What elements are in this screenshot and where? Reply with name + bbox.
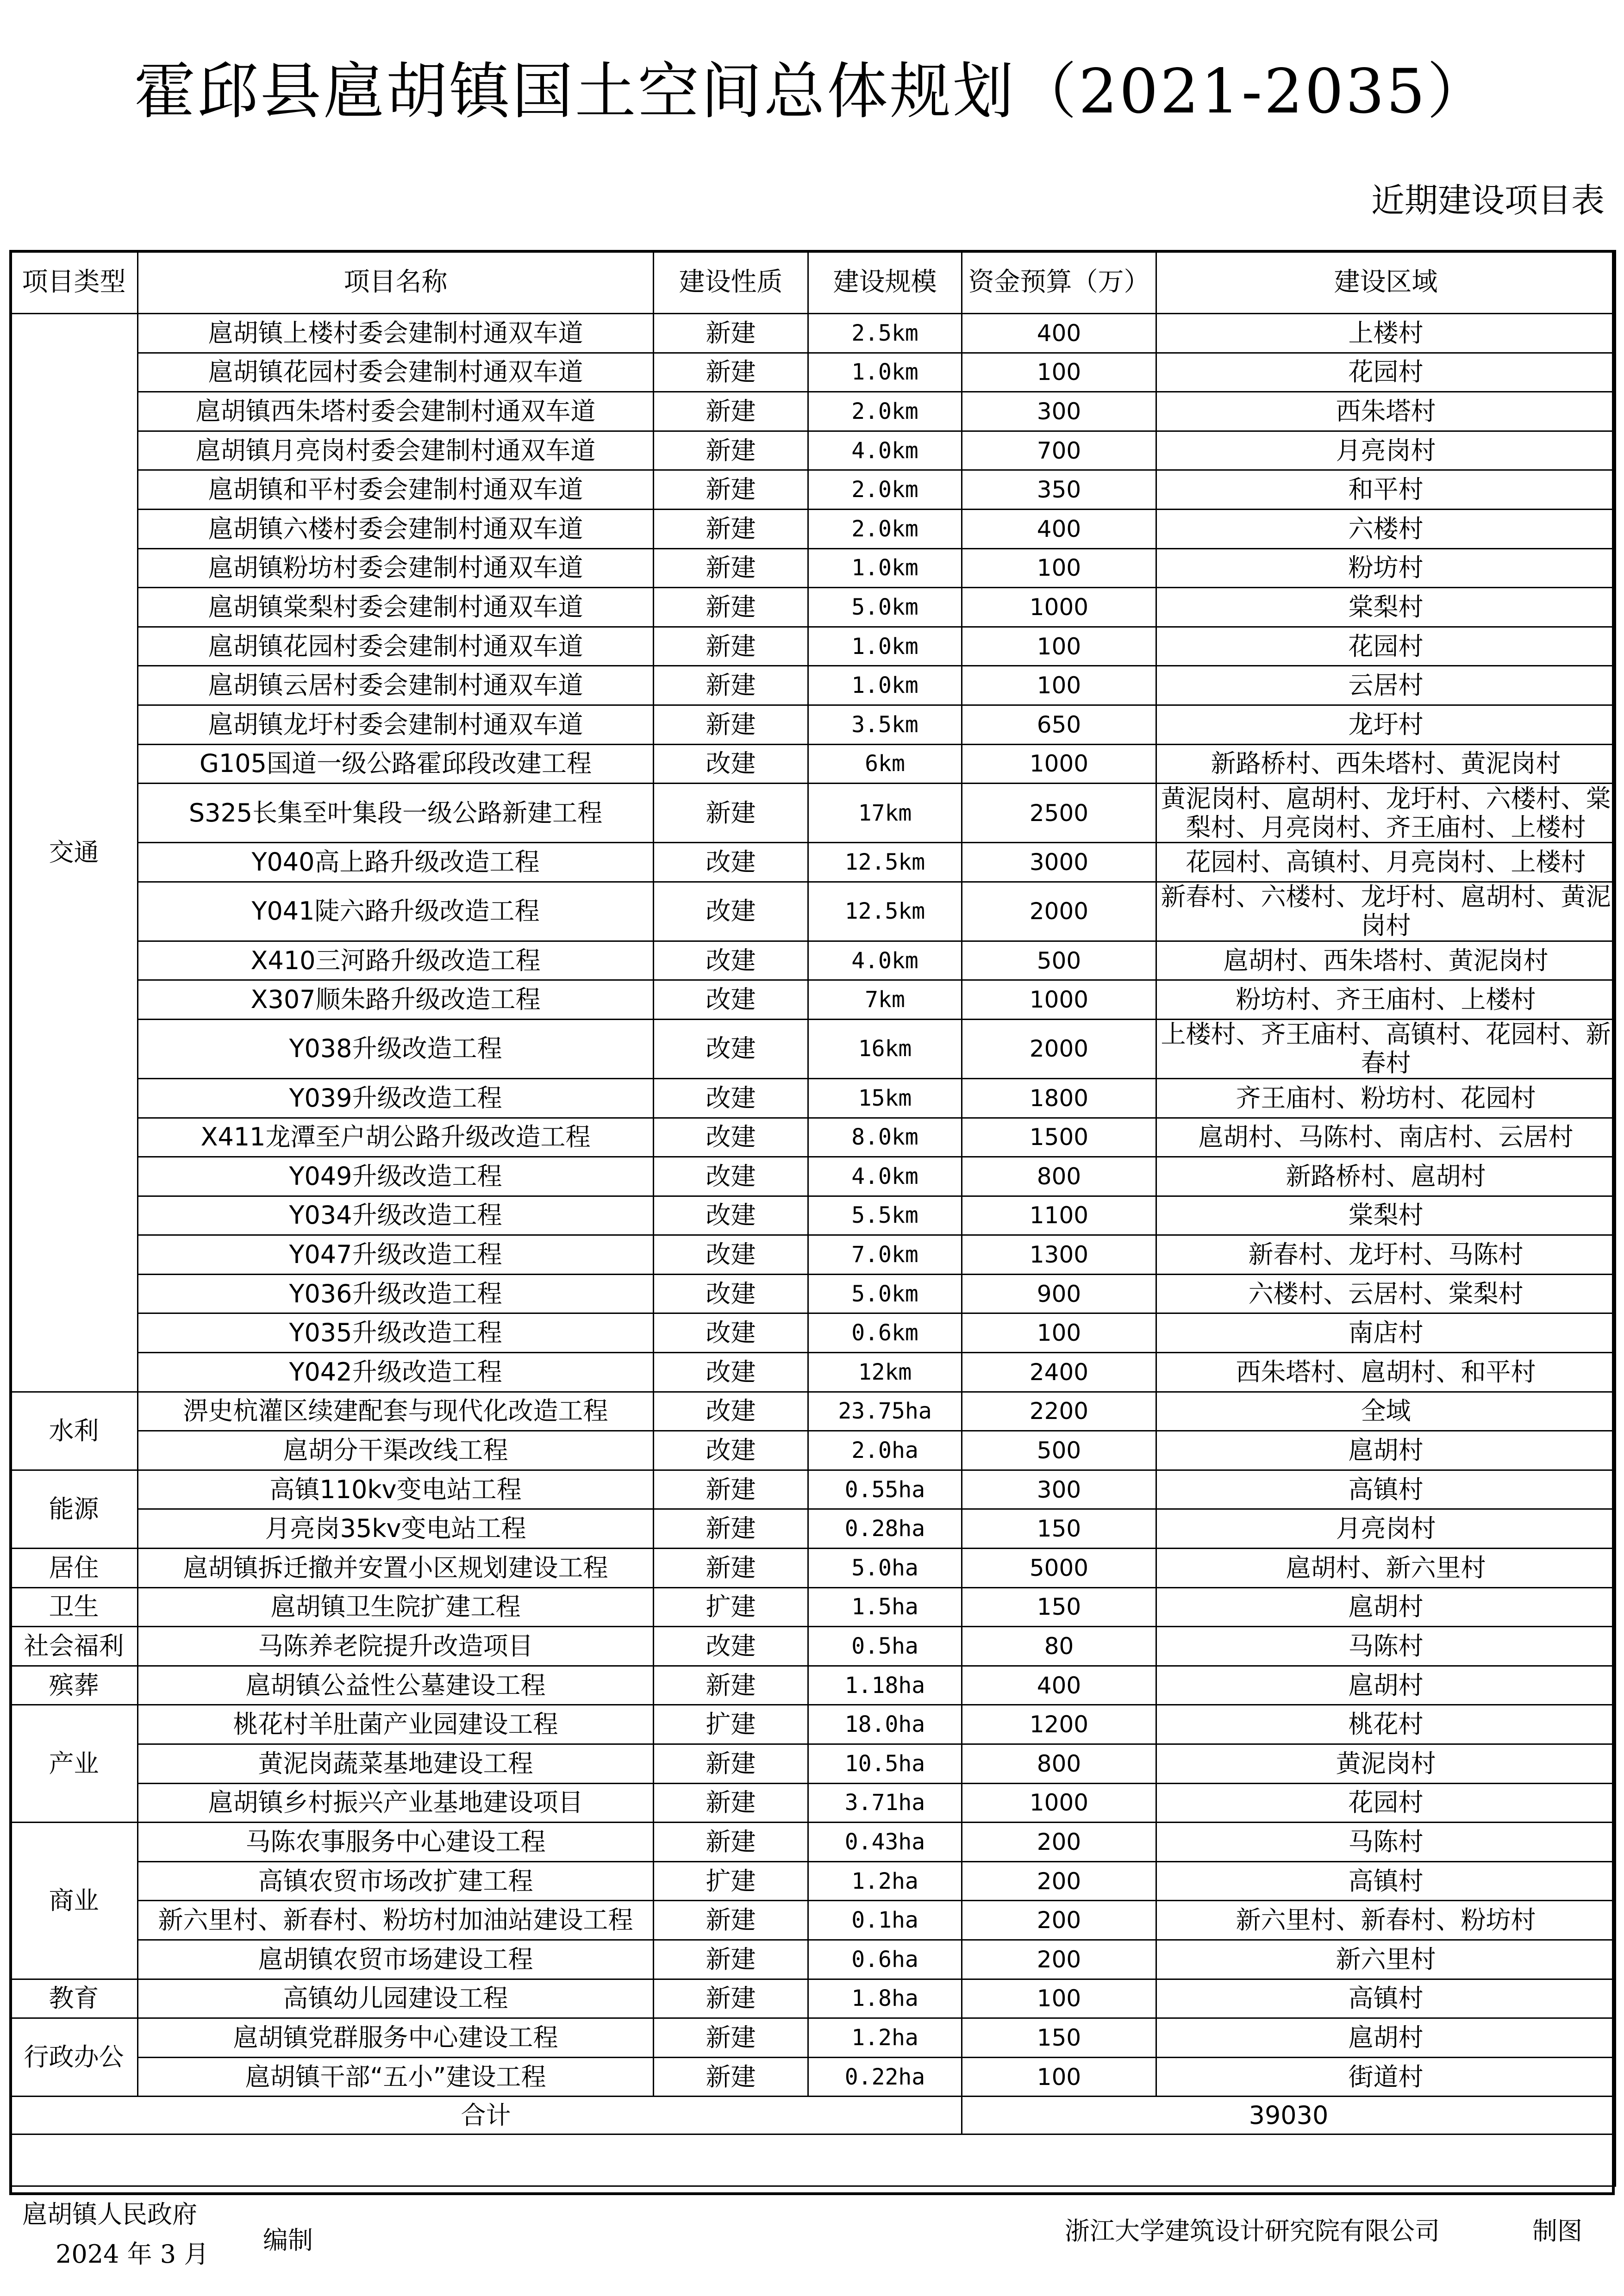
project-name-cell: 扈胡分干渠改线工程: [138, 1431, 654, 1470]
area-cell: 棠梨村: [1156, 1196, 1616, 1235]
total-label: 合计: [10, 2097, 962, 2134]
area-cell: 新六里村、新春村、粉坊村: [1156, 1901, 1616, 1940]
table-row: [10, 1078, 1616, 1118]
scale-cell: 12km: [808, 1353, 962, 1392]
scale-cell: 1.0km: [808, 627, 962, 666]
table-row: [10, 1705, 1616, 1744]
table-row: [10, 1019, 1616, 1078]
nature-cell: 新建: [654, 1901, 808, 1940]
budget-cell: 2200: [962, 1392, 1156, 1431]
header-area: 建设区域: [1156, 251, 1616, 314]
category-cell: 居住: [10, 1549, 138, 1588]
table-row: [10, 1783, 1616, 1823]
area-cell: 粉坊村、齐王庙村、上楼村: [1156, 980, 1616, 1020]
area-cell: 花园村: [1156, 1783, 1616, 1823]
area-cell: 齐王庙村、粉坊村、花园村: [1156, 1078, 1616, 1118]
area-cell: 高镇村: [1156, 1861, 1616, 1901]
header-name: 项目名称: [138, 251, 654, 314]
footer-government: 扈胡镇人民政府: [22, 2200, 197, 2229]
scale-cell: 7km: [808, 980, 962, 1020]
area-cell: 粉坊村: [1156, 548, 1616, 588]
budget-cell: 1100: [962, 1196, 1156, 1235]
area-cell: 扈胡村: [1156, 1431, 1616, 1470]
category-cell: 社会福利: [10, 1627, 138, 1666]
area-cell: 西朱塔村: [1156, 392, 1616, 431]
table-row: [10, 1431, 1616, 1470]
table-row: [10, 1353, 1616, 1392]
scale-cell: 0.1ha: [808, 1901, 962, 1940]
project-name-cell: 桃花村羊肚菌产业园建设工程: [138, 1705, 654, 1744]
nature-cell: 改建: [654, 744, 808, 784]
project-name-cell: 扈胡镇月亮岗村委会建制村通双车道: [138, 431, 654, 470]
budget-cell: 500: [962, 1431, 1156, 1470]
nature-cell: 新建: [654, 705, 808, 744]
table-row: [10, 1196, 1616, 1235]
scale-cell: 5.0km: [808, 588, 962, 627]
project-name-cell: G105国道一级公路霍邱段改建工程: [138, 744, 654, 784]
nature-cell: 改建: [654, 1353, 808, 1392]
table-row: [10, 2057, 1616, 2097]
page-title: 霍邱县扈胡镇国土空间总体规划（2021-2035）: [134, 56, 1490, 127]
nature-cell: 新建: [654, 1509, 808, 1549]
nature-cell: 新建: [654, 392, 808, 431]
nature-cell: 改建: [654, 980, 808, 1020]
area-cell: 新春村、六楼村、龙圩村、扈胡村、黄泥岗村: [1156, 882, 1616, 941]
scale-cell: 2.0km: [808, 470, 962, 510]
table-row: [10, 666, 1616, 705]
budget-cell: 1800: [962, 1078, 1156, 1118]
project-name-cell: 马陈养老院提升改造项目: [138, 1627, 654, 1666]
area-cell: 扈胡村: [1156, 1666, 1616, 1705]
budget-cell: 150: [962, 2018, 1156, 2058]
budget-cell: 300: [962, 1470, 1156, 1509]
budget-cell: 150: [962, 1587, 1156, 1627]
nature-cell: 新建: [654, 1470, 808, 1509]
area-cell: 扈胡村: [1156, 2018, 1616, 2058]
nature-cell: 改建: [654, 1431, 808, 1470]
area-cell: 新春村、龙圩村、马陈村: [1156, 1235, 1616, 1275]
budget-cell: 200: [962, 1940, 1156, 1979]
budget-cell: 400: [962, 509, 1156, 548]
area-cell: 和平村: [1156, 470, 1616, 510]
area-cell: 上楼村、齐王庙村、高镇村、花园村、新春村: [1156, 1019, 1616, 1078]
table-row: [10, 1118, 1616, 1157]
budget-cell: 100: [962, 548, 1156, 588]
scale-cell: 6km: [808, 744, 962, 784]
scale-cell: 4.0km: [808, 941, 962, 980]
scale-cell: 5.5km: [808, 1196, 962, 1235]
area-cell: 西朱塔村、扈胡村、和平村: [1156, 1353, 1616, 1392]
table-row: [10, 392, 1616, 431]
budget-cell: 100: [962, 666, 1156, 705]
header-nature: 建设性质: [654, 251, 808, 314]
table-row: [10, 1509, 1616, 1549]
nature-cell: 改建: [654, 1274, 808, 1313]
nature-cell: 新建: [654, 784, 808, 843]
scale-cell: 0.43ha: [808, 1823, 962, 1862]
nature-cell: 新建: [654, 666, 808, 705]
budget-cell: 800: [962, 1157, 1156, 1196]
footer-edited: 编制: [263, 2226, 313, 2255]
project-table: [9, 250, 1616, 2187]
nature-cell: 新建: [654, 509, 808, 548]
header-category: 项目类型: [10, 251, 138, 314]
project-name-cell: Y041陡六路升级改造工程: [138, 882, 654, 941]
table-subtitle: 近期建设项目表: [1371, 181, 1605, 220]
table-header-row: [10, 251, 1616, 314]
blank-row: [10, 2134, 1616, 2186]
area-cell: 高镇村: [1156, 1979, 1616, 2018]
budget-cell: 100: [962, 2057, 1156, 2097]
table-row: [10, 548, 1616, 588]
table-row: [10, 1823, 1616, 1862]
area-cell: 高镇村: [1156, 1470, 1616, 1509]
budget-cell: 400: [962, 314, 1156, 353]
table-row: [10, 588, 1616, 627]
scale-cell: 4.0km: [808, 1157, 962, 1196]
project-name-cell: 扈胡镇卫生院扩建工程: [138, 1587, 654, 1627]
project-name-cell: 扈胡镇六楼村委会建制村通双车道: [138, 509, 654, 548]
budget-cell: 2000: [962, 882, 1156, 941]
nature-cell: 改建: [654, 882, 808, 941]
scale-cell: 1.0km: [808, 353, 962, 392]
scale-cell: 18.0ha: [808, 1705, 962, 1744]
project-name-cell: Y049升级改造工程: [138, 1157, 654, 1196]
nature-cell: 新建: [654, 1666, 808, 1705]
project-name-cell: 扈胡镇花园村委会建制村通双车道: [138, 627, 654, 666]
total-value: 39030: [962, 2097, 1616, 2134]
area-cell: 扈胡村: [1156, 1587, 1616, 1627]
project-name-cell: 扈胡镇棠梨村委会建制村通双车道: [138, 588, 654, 627]
budget-cell: 200: [962, 1901, 1156, 1940]
project-name-cell: 黄泥岗蔬菜基地建设工程: [138, 1744, 654, 1784]
project-name-cell: S325长集至叶集段一级公路新建工程: [138, 784, 654, 843]
area-cell: 新六里村: [1156, 1940, 1616, 1979]
budget-cell: 1200: [962, 1705, 1156, 1744]
scale-cell: 12.5km: [808, 882, 962, 941]
category-cell: 行政办公: [10, 2018, 138, 2097]
area-cell: 马陈村: [1156, 1627, 1616, 1666]
project-name-cell: 淠史杭灌区续建配套与现代化改造工程: [138, 1392, 654, 1431]
budget-cell: 1000: [962, 1783, 1156, 1823]
project-name-cell: 扈胡镇农贸市场建设工程: [138, 1940, 654, 1979]
scale-cell: 1.0km: [808, 666, 962, 705]
project-name-cell: Y042升级改造工程: [138, 1353, 654, 1392]
area-cell: 云居村: [1156, 666, 1616, 705]
table-row: [10, 1549, 1616, 1588]
nature-cell: 新建: [654, 1783, 808, 1823]
nature-cell: 新建: [654, 1979, 808, 2018]
area-cell: 龙圩村: [1156, 705, 1616, 744]
budget-cell: 1000: [962, 588, 1156, 627]
nature-cell: 扩建: [654, 1705, 808, 1744]
scale-cell: 16km: [808, 1019, 962, 1078]
category-cell: 殡葬: [10, 1666, 138, 1705]
table-row: [10, 1587, 1616, 1627]
nature-cell: 新建: [654, 627, 808, 666]
area-cell: 黄泥岗村: [1156, 1744, 1616, 1784]
table-row: [10, 1235, 1616, 1275]
budget-cell: 1000: [962, 744, 1156, 784]
scale-cell: 1.2ha: [808, 2018, 962, 2058]
table-row: [10, 843, 1616, 882]
nature-cell: 改建: [654, 941, 808, 980]
table-row: [10, 353, 1616, 392]
area-cell: 马陈村: [1156, 1823, 1616, 1862]
budget-cell: 2400: [962, 1353, 1156, 1392]
area-cell: 扈胡村、马陈村、南店村、云居村: [1156, 1118, 1616, 1157]
area-cell: 全域: [1156, 1392, 1616, 1431]
scale-cell: 3.71ha: [808, 1783, 962, 1823]
project-name-cell: 马陈农事服务中心建设工程: [138, 1823, 654, 1862]
header-scale: 建设规模: [808, 251, 962, 314]
scale-cell: 3.5km: [808, 705, 962, 744]
table-row: [10, 1744, 1616, 1784]
scale-cell: 1.5ha: [808, 1587, 962, 1627]
scale-cell: 1.2ha: [808, 1861, 962, 1901]
area-cell: 花园村、高镇村、月亮岗村、上楼村: [1156, 843, 1616, 882]
area-cell: 花园村: [1156, 353, 1616, 392]
scale-cell: 15km: [808, 1078, 962, 1118]
category-cell: 卫生: [10, 1587, 138, 1627]
nature-cell: 新建: [654, 431, 808, 470]
area-cell: 月亮岗村: [1156, 431, 1616, 470]
scale-cell: 10.5ha: [808, 1744, 962, 1784]
budget-cell: 1000: [962, 980, 1156, 1020]
budget-cell: 800: [962, 1744, 1156, 1784]
area-cell: 六楼村、云居村、棠梨村: [1156, 1274, 1616, 1313]
table-row: [10, 744, 1616, 784]
scale-cell: 7.0km: [808, 1235, 962, 1275]
scale-cell: 17km: [808, 784, 962, 843]
budget-cell: 100: [962, 1313, 1156, 1353]
nature-cell: 扩建: [654, 1861, 808, 1901]
table-row: [10, 1274, 1616, 1313]
project-name-cell: 扈胡镇龙圩村委会建制村通双车道: [138, 705, 654, 744]
project-name-cell: 扈胡镇上楼村委会建制村通双车道: [138, 314, 654, 353]
nature-cell: 新建: [654, 588, 808, 627]
project-name-cell: 扈胡镇干部“五小”建设工程: [138, 2057, 654, 2097]
budget-cell: 5000: [962, 1549, 1156, 1588]
category-cell: 水利: [10, 1392, 138, 1470]
table-row: [10, 1940, 1616, 1979]
footer-institute: 浙江大学建筑设计研究院有限公司: [1065, 2216, 1440, 2246]
area-cell: 新路桥村、西朱塔村、黄泥岗村: [1156, 744, 1616, 784]
nature-cell: 改建: [654, 1078, 808, 1118]
scale-cell: 0.6ha: [808, 1940, 962, 1979]
project-name-cell: 扈胡镇西朱塔村委会建制村通双车道: [138, 392, 654, 431]
budget-cell: 200: [962, 1823, 1156, 1862]
table-row: [10, 1627, 1616, 1666]
table-row: [10, 314, 1616, 353]
table-row: [10, 1861, 1616, 1901]
scale-cell: 0.55ha: [808, 1470, 962, 1509]
scale-cell: 2.0km: [808, 392, 962, 431]
scale-cell: 12.5km: [808, 843, 962, 882]
project-name-cell: X307顺朱路升级改造工程: [138, 980, 654, 1020]
scale-cell: 5.0ha: [808, 1549, 962, 1588]
header-budget: 资金预算（万）: [962, 251, 1156, 314]
nature-cell: 新建: [654, 1549, 808, 1588]
table-row: [10, 2018, 1616, 2058]
table-row: [10, 1313, 1616, 1353]
budget-cell: 80: [962, 1627, 1156, 1666]
table-row: [10, 882, 1616, 941]
project-name-cell: Y035升级改造工程: [138, 1313, 654, 1353]
budget-cell: 300: [962, 392, 1156, 431]
table-row: [10, 1979, 1616, 2018]
scale-cell: 1.8ha: [808, 1979, 962, 2018]
project-name-cell: 扈胡镇粉坊村委会建制村通双车道: [138, 548, 654, 588]
table-row: [10, 705, 1616, 744]
budget-cell: 650: [962, 705, 1156, 744]
budget-cell: 200: [962, 1861, 1156, 1901]
table-row: [10, 1392, 1616, 1431]
project-name-cell: Y034升级改造工程: [138, 1196, 654, 1235]
area-cell: 桃花村: [1156, 1705, 1616, 1744]
project-name-cell: 新六里村、新春村、粉坊村加油站建设工程: [138, 1901, 654, 1940]
nature-cell: 改建: [654, 1157, 808, 1196]
project-name-cell: Y040高上路升级改造工程: [138, 843, 654, 882]
scale-cell: 0.6km: [808, 1313, 962, 1353]
project-name-cell: 高镇农贸市场改扩建工程: [138, 1861, 654, 1901]
project-name-cell: 扈胡镇花园村委会建制村通双车道: [138, 353, 654, 392]
project-name-cell: 月亮岗35kv变电站工程: [138, 1509, 654, 1549]
area-cell: 花园村: [1156, 627, 1616, 666]
scale-cell: 0.5ha: [808, 1627, 962, 1666]
budget-cell: 700: [962, 431, 1156, 470]
budget-cell: 100: [962, 627, 1156, 666]
project-name-cell: 扈胡镇拆迁撤并安置小区规划建设工程: [138, 1549, 654, 1588]
table-row: [10, 627, 1616, 666]
project-name-cell: 高镇幼儿园建设工程: [138, 1979, 654, 2018]
category-cell: 产业: [10, 1705, 138, 1823]
area-cell: 街道村: [1156, 2057, 1616, 2097]
nature-cell: 改建: [654, 843, 808, 882]
scale-cell: 23.75ha: [808, 1392, 962, 1431]
scale-cell: 8.0km: [808, 1118, 962, 1157]
scale-cell: 0.22ha: [808, 2057, 962, 2097]
area-cell: 新路桥村、扈胡村: [1156, 1157, 1616, 1196]
budget-cell: 350: [962, 470, 1156, 510]
nature-cell: 新建: [654, 2018, 808, 2058]
nature-cell: 新建: [654, 1940, 808, 1979]
table-row: [10, 1666, 1616, 1705]
budget-cell: 100: [962, 353, 1156, 392]
budget-cell: 150: [962, 1509, 1156, 1549]
nature-cell: 改建: [654, 1627, 808, 1666]
area-cell: 黄泥岗村、扈胡村、龙圩村、六楼村、棠梨村、月亮岗村、齐王庙村、上楼村: [1156, 784, 1616, 843]
project-name-cell: Y036升级改造工程: [138, 1274, 654, 1313]
nature-cell: 新建: [654, 2057, 808, 2097]
area-cell: 月亮岗村: [1156, 1509, 1616, 1549]
project-name-cell: X411龙潭至户胡公路升级改造工程: [138, 1118, 654, 1157]
table-row: [10, 941, 1616, 980]
nature-cell: 新建: [654, 548, 808, 588]
budget-cell: 400: [962, 1666, 1156, 1705]
project-name-cell: 扈胡镇乡村振兴产业基地建设项目: [138, 1783, 654, 1823]
area-cell: 扈胡村、新六里村: [1156, 1549, 1616, 1588]
scale-cell: 2.5km: [808, 314, 962, 353]
scale-cell: 1.18ha: [808, 1666, 962, 1705]
category-cell: 能源: [10, 1470, 138, 1548]
project-name-cell: X410三河路升级改造工程: [138, 941, 654, 980]
scale-cell: 2.0km: [808, 509, 962, 548]
budget-cell: 1500: [962, 1118, 1156, 1157]
nature-cell: 改建: [654, 1196, 808, 1235]
project-name-cell: Y038升级改造工程: [138, 1019, 654, 1078]
budget-cell: 3000: [962, 843, 1156, 882]
area-cell: 六楼村: [1156, 509, 1616, 548]
table-row: [10, 784, 1616, 843]
nature-cell: 扩建: [654, 1587, 808, 1627]
scale-cell: 1.0km: [808, 548, 962, 588]
area-cell: 棠梨村: [1156, 588, 1616, 627]
budget-cell: 900: [962, 1274, 1156, 1313]
budget-cell: 500: [962, 941, 1156, 980]
scale-cell: 0.28ha: [808, 1509, 962, 1549]
nature-cell: 新建: [654, 353, 808, 392]
budget-cell: 100: [962, 1979, 1156, 2018]
table-row: [10, 980, 1616, 1020]
project-name-cell: 扈胡镇和平村委会建制村通双车道: [138, 470, 654, 510]
nature-cell: 改建: [654, 1118, 808, 1157]
total-row: [10, 2097, 1616, 2134]
nature-cell: 改建: [654, 1392, 808, 1431]
table-row: [10, 509, 1616, 548]
budget-cell: 2000: [962, 1019, 1156, 1078]
project-name-cell: 扈胡镇云居村委会建制村通双车道: [138, 666, 654, 705]
scale-cell: 5.0km: [808, 1274, 962, 1313]
nature-cell: 新建: [654, 1823, 808, 1862]
nature-cell: 改建: [654, 1235, 808, 1275]
budget-cell: 2500: [962, 784, 1156, 843]
footer-date: 2024 年 3 月: [56, 2240, 209, 2269]
category-cell: 交通: [10, 314, 138, 1392]
scale-cell: 4.0km: [808, 431, 962, 470]
table-row: [10, 431, 1616, 470]
nature-cell: 新建: [654, 1744, 808, 1784]
project-name-cell: 高镇110kv变电站工程: [138, 1470, 654, 1509]
nature-cell: 改建: [654, 1019, 808, 1078]
project-name-cell: 扈胡镇党群服务中心建设工程: [138, 2018, 654, 2058]
table-row: [10, 470, 1616, 510]
nature-cell: 新建: [654, 314, 808, 353]
nature-cell: 改建: [654, 1313, 808, 1353]
nature-cell: 新建: [654, 470, 808, 510]
table-row: [10, 1470, 1616, 1509]
area-cell: 上楼村: [1156, 314, 1616, 353]
project-name-cell: Y047升级改造工程: [138, 1235, 654, 1275]
category-cell: 商业: [10, 1823, 138, 1979]
category-cell: 教育: [10, 1979, 138, 2018]
budget-cell: 1300: [962, 1235, 1156, 1275]
project-name-cell: 扈胡镇公益性公墓建设工程: [138, 1666, 654, 1705]
project-name-cell: Y039升级改造工程: [138, 1078, 654, 1118]
scale-cell: 2.0ha: [808, 1431, 962, 1470]
blank-cell: [10, 2134, 1616, 2186]
table-row: [10, 1901, 1616, 1940]
area-cell: 扈胡村、西朱塔村、黄泥岗村: [1156, 941, 1616, 980]
footer-made: 制图: [1532, 2216, 1582, 2246]
table-row: [10, 1157, 1616, 1196]
area-cell: 南店村: [1156, 1313, 1616, 1353]
